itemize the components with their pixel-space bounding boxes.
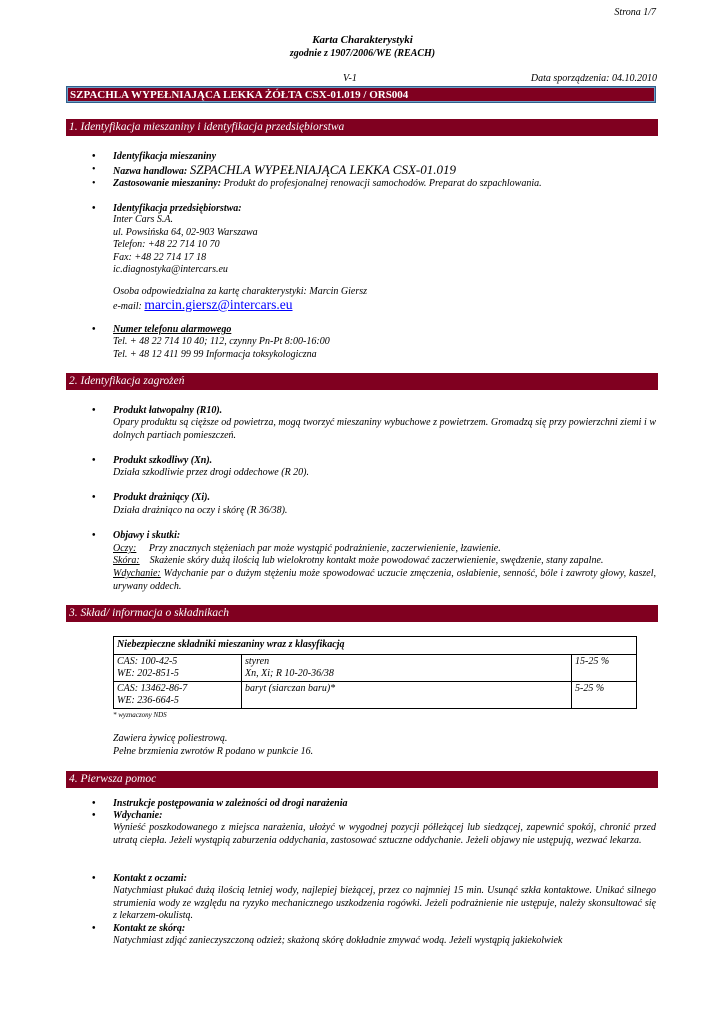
- symptoms-inhalation: [113, 568, 656, 593]
- r-phrases-note: Pełne brzmienia zwrotów R podano w punkcie 16.: [113, 746, 314, 757]
- name-cell: styren Xn, Xi; R 10-20-36/38: [242, 655, 572, 682]
- name-cell: baryt (siarczan baru)*: [242, 682, 572, 709]
- cas-cell: CAS: 100-42-5 WE: 202-851-5: [114, 655, 242, 682]
- eyes-label: Oczy:: [113, 543, 137, 554]
- responsible-email-link[interactable]: marcin.giersz@intercars.eu: [144, 297, 293, 312]
- table-title: Niebezpieczne składniki mieszaniny wraz z klasyfikacją: [114, 637, 637, 655]
- table-title-row: [114, 637, 637, 655]
- company-email: ic.diagnostyka@intercars.eu: [113, 264, 228, 276]
- table-footnote: * wyznaczony NDS: [113, 711, 167, 719]
- trade-name-label: Nazwa handlowa:: [113, 166, 188, 177]
- company-phone: Telefon: +48 22 714 10 70: [113, 239, 220, 251]
- bullet-instructions: • Instrukcje postępowania w zależności od drogi narażenia: [113, 798, 347, 811]
- section-3-heading: 3. Skład/ informacja o składnikach: [66, 605, 658, 622]
- conc-cell: 15-25 %: [572, 655, 637, 682]
- preparation-date: Data sporządzenia: 04.10.2010: [530, 73, 657, 84]
- symptoms-skin: [113, 555, 656, 568]
- emergency-line-1: Tel. + 48 22 714 10 40; 112, czynny Pn-Pt 8:00-16:00: [113, 336, 330, 347]
- conc-cell: 5-25 %: [572, 682, 637, 709]
- bullet-symptoms: • Objawy i skutki:: [113, 530, 180, 543]
- inhalation-aid-text: Wynieść poszkodowanego z miejsca narażenia, ułożyć w wygodnej pozycji półleżącej lub siedzącej, zapewnić spokój, chronić przed utratą ciepła. Jeżeli wystąpią zaburzenia oddychania, zastosować sztuczne oddychanie. Jeżeli objawy nie ustępują, wezwać lekarza.: [113, 822, 656, 846]
- resin-note: Zawiera żywicę poliestrową.: [113, 733, 228, 744]
- bullet-emergency: • Numer telefonu alarmowego: [113, 324, 231, 337]
- company-address: ul. Powsińska 64, 02-903 Warszawa: [113, 226, 258, 238]
- email-label: e-mail:: [113, 301, 142, 312]
- bullet-inhalation: • Wdychanie:: [113, 810, 162, 823]
- company-details: [113, 214, 656, 277]
- page-number: Strona 1/7: [614, 7, 656, 18]
- inhalation-label: Wdychanie:: [113, 568, 161, 579]
- use-label: Zastosowanie mieszaniny:: [113, 178, 222, 189]
- bullet-skin-contact: • Kontakt ze skórą:: [113, 923, 185, 936]
- cas-cell: CAS: 13462-86-7 WE: 236-664-5: [114, 682, 242, 709]
- skin-text: Skażenie skóry dużą ilością lub wielokrotny kontakt może powodować zaczerwienienie, swędzenie, stany zapalne.: [149, 555, 604, 566]
- inhalation-text: Wdychanie par o dużym stężeniu może spowodować uczucie zmęczenia, osłabienie, senność, bóle i zawroty głowy, kaszel, urywany oddech.: [113, 568, 656, 592]
- bullet-company-id: • Identyfikacja przedsiębiorstwa:: [113, 203, 242, 216]
- company-fax: Fax: +48 22 714 17 18: [113, 251, 207, 263]
- eyes-text: Przy znacznych stężeniach par może wystąpić podrażnienie, zaczerwienienie, łzawienie.: [148, 543, 501, 554]
- emergency-line-2: Tel. + 48 12 411 99 99 Informacja toksykologiczna: [113, 348, 317, 360]
- bullet-use: [113, 178, 542, 191]
- company-name: Inter Cars S.A.: [113, 214, 173, 225]
- section-1-heading: 1. Identyfikacja mieszaniny i identyfikacja przedsiębiorstwa: [66, 119, 658, 136]
- responsible-email-row: [113, 299, 656, 314]
- bullet-mixture-id: • Identyfikacja mieszaniny: [113, 151, 216, 164]
- flammable-text: Opary produktu są cięższe od powietrza, mogą tworzyć mieszaniny wybuchowe z powietrzem. Gromadzą się przy powierzchni ziemi i w dolnych partiach pomieszczeń.: [113, 417, 656, 441]
- symptoms-eyes: [113, 543, 656, 556]
- table-row: [114, 655, 637, 682]
- components-table: [113, 636, 637, 709]
- eye-contact-text: Natychmiast płukać dużą ilością letniej wody, najlepiej bieżącej, przez co najmniej 15 min. Usunąć szkła kontaktowe. Unikać silnego strumienia wody ze względu na ryzyko mechanicznego uszkodzenia rogówki. Jeżeli podrażnienie nie ustępuje, należy skonsultować się z lekarzem-okulistą.: [113, 885, 656, 922]
- bullet-trade-name: [113, 164, 456, 179]
- responsible-person: Osoba odpowiedzialna za kartę charakterystyki: Marcin Giersz: [113, 286, 368, 297]
- bullet-eye-contact: • Kontakt z oczami:: [113, 873, 187, 886]
- bullet-irritant: • Produkt drażniący (Xi).: [113, 492, 210, 505]
- section-2-heading: 2. Identyfikacja zagrożeń: [66, 373, 658, 390]
- section-4-heading: 4. Pierwsza pomoc: [66, 771, 658, 788]
- harmful-text: Działa szkodliwie przez drogi oddechowe (R 20).: [113, 467, 310, 478]
- version: V-1: [343, 73, 357, 84]
- document-title: Karta Charakterystyki: [312, 34, 413, 46]
- irritant-text: Działa drażniąco na oczy i skórę (R 36/38).: [113, 505, 288, 516]
- emergency-numbers: [113, 336, 656, 361]
- skin-label: Skóra:: [113, 555, 140, 566]
- document-subtitle: zgodnie z 1907/2006/WE (REACH): [289, 48, 436, 59]
- product-banner: SZPACHLA WYPEŁNIAJĄCA LEKKA ŻÓŁTA CSX-01.019 / ORS004: [66, 86, 656, 103]
- bullet-harmful: • Produkt szkodliwy (Xn).: [113, 455, 212, 468]
- table-row: [114, 682, 637, 709]
- trade-name-value: SZPACHLA WYPEŁNIAJĄCA LEKKA CSX-01.019: [189, 162, 456, 177]
- skin-contact-text: Natychmiast zdjąć zanieczyszczoną odzież; skażoną skórę dokładnie zmywać wodą. Jeżeli wystąpią jakiekolwiek: [113, 935, 563, 946]
- bullet-flammable: • Produkt łatwopalny (R10).: [113, 405, 222, 418]
- use-value: Produkt do profesjonalnej renowacji samochodów. Preparat do szpachlowania.: [223, 178, 542, 189]
